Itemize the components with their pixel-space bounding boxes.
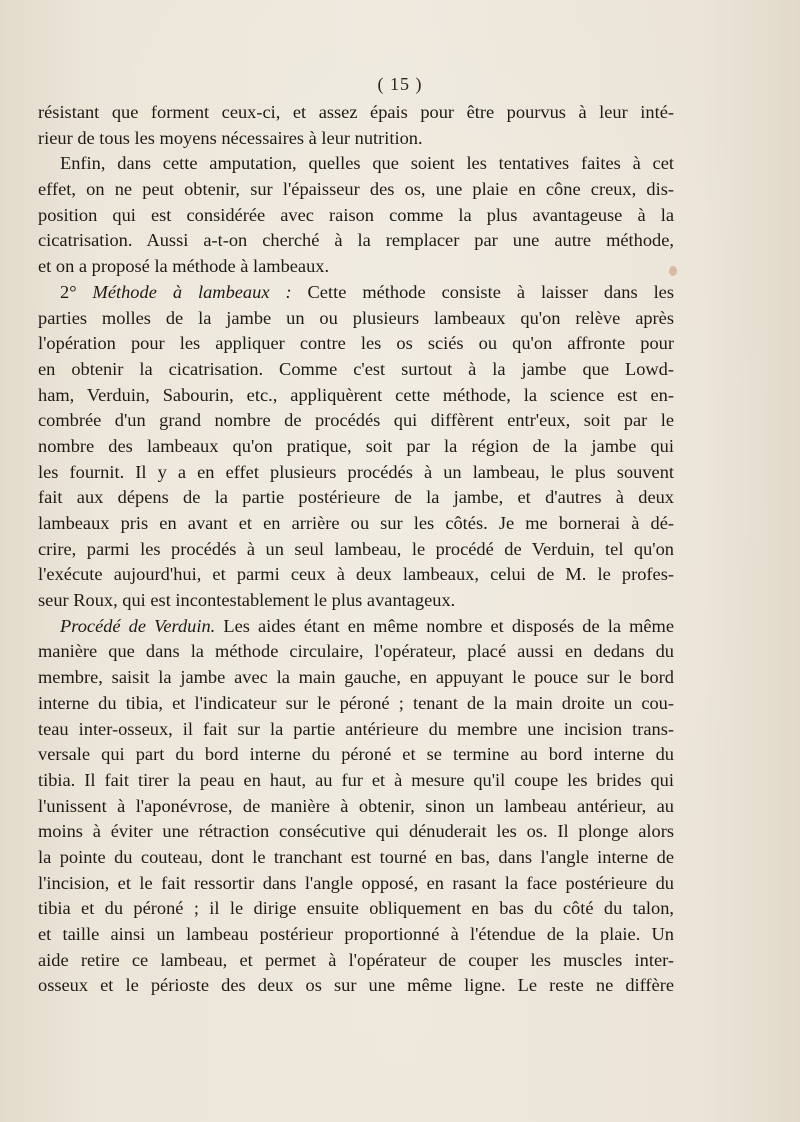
text-line: fait aux dépens de la partie postérieure de la jambe, et d'autres à deux (38, 487, 674, 508)
procedure-heading: Procédé de Verduin. (60, 615, 216, 636)
text-line: crire, parmi les procédés à un seul lambeau, le procédé de Verduin, tel qu'on (38, 538, 674, 559)
text-line: seur Roux, qui est incontestablement le plus avantageux. (38, 590, 456, 611)
text-line: et taille ainsi un lambeau postérieur proportionné à l'étendue de la plaie. Un (38, 924, 674, 944)
text-line: et on a proposé la méthode à lambeaux. (38, 256, 330, 277)
section-heading-line (38, 280, 674, 306)
text-line: l'unissent à l'aponévrose, de manière à obtenir, sinon un lambeau antérieur, au (38, 795, 674, 816)
text-line: combrée d'un grand nombre de procédés qui diffèrent entr'eux, soit par le (38, 410, 674, 431)
text-line: tibia. Il fait tirer la peau en haut, au fur et à mesure qu'il coupe les brides qui (38, 769, 674, 790)
text-line: position qui est considérée avec raison comme la plus avantageuse à la (38, 204, 674, 225)
text-line: membre, saisit la jambe avec la main gauche, en appuyant le pouce sur le bord (38, 667, 674, 688)
text-line: manière que dans la méthode circulaire, l'opérateur, placé aussi en dedans du (38, 641, 674, 662)
text-line: interne du tibia, et l'indicateur sur le péroné ; tenant de la main droite un cou- (38, 692, 674, 713)
text-line: l'exécute aujourd'hui, et parmi ceux à deux lambeaux, celui de M. le profes- (38, 564, 674, 585)
body-text (38, 100, 674, 999)
text-line: Enfin, dans cette amputation, quelles que soient les tentatives faites à cet (60, 153, 674, 174)
page-number: ( 15 ) (377, 74, 423, 94)
text-line: aide retire ce lambeau, et permet à l'opérateur de couper les muscles inter- (38, 949, 674, 970)
procedure-heading-line (38, 614, 674, 640)
text-line: osseux et le périoste des deux os sur une même ligne. Le reste ne diffère (38, 975, 674, 996)
text-line: en obtenir la cicatrisation. Comme c'est surtout à la jambe que Lowd- (38, 358, 674, 379)
text-line: résistant que forment ceux-ci, et assez épais pour être pourvus à leur inté- (38, 102, 674, 122)
text-line: rieur de tous les moyens nécessaires à leur nutrition. (38, 127, 423, 148)
text-line: tibia et du péroné ; il le dirige ensuite obliquement en bas du côté du talon, (38, 898, 674, 919)
text-line: lambeaux pris en avant et en arrière ou sur les côtés. Je me bornerai à dé- (38, 513, 674, 533)
section-heading: Méthode à lambeaux : (92, 281, 292, 302)
text-line: versale qui part du bord interne du péroné et se termine au bord interne du (38, 744, 674, 765)
text-line: les fournit. Il y a en effet plusieurs procédés à un lambeau, le plus souvent (38, 461, 674, 482)
text-line: teau inter-osseux, il fait sur la partie antérieure du membre une incision trans- (38, 718, 674, 739)
text-line: la pointe du couteau, dont le tranchant est tourné en bas, dans l'angle interne de (38, 846, 674, 867)
section-number: 2° (60, 281, 93, 302)
text-line: parties molles de la jambe un ou plusieurs lambeaux qu'on relève après (38, 307, 674, 328)
text-run: Cette méthode consiste à laisser dans les (291, 281, 674, 302)
text-line: l'incision, et le fait ressortir dans l'angle opposé, en rasant la face postérieure du (38, 872, 674, 893)
text-line: nombre des lambeaux qu'on pratique, soit par la région de la jambe qui (38, 435, 674, 456)
text-line: cicatrisation. Aussi a-t-on cherché à la remplacer par une autre méthode, (38, 230, 674, 251)
text-line: moins à éviter une rétraction consécutive qui dénuderait les os. Il plonge alors (38, 821, 674, 842)
text-run: Les aides étant en même nombre et disposés de la même (215, 615, 674, 636)
text-line: ham, Verduin, Sabourin, etc., appliquèrent cette méthode, la science est en- (38, 384, 674, 405)
text-line: effet, on ne peut obtenir, sur l'épaisseur des os, une plaie en cône creux, dis- (38, 179, 674, 200)
foxing-spot (669, 266, 677, 276)
text-line: l'opération pour les appliquer contre les os sciés ou qu'on affronte pour (38, 333, 674, 354)
